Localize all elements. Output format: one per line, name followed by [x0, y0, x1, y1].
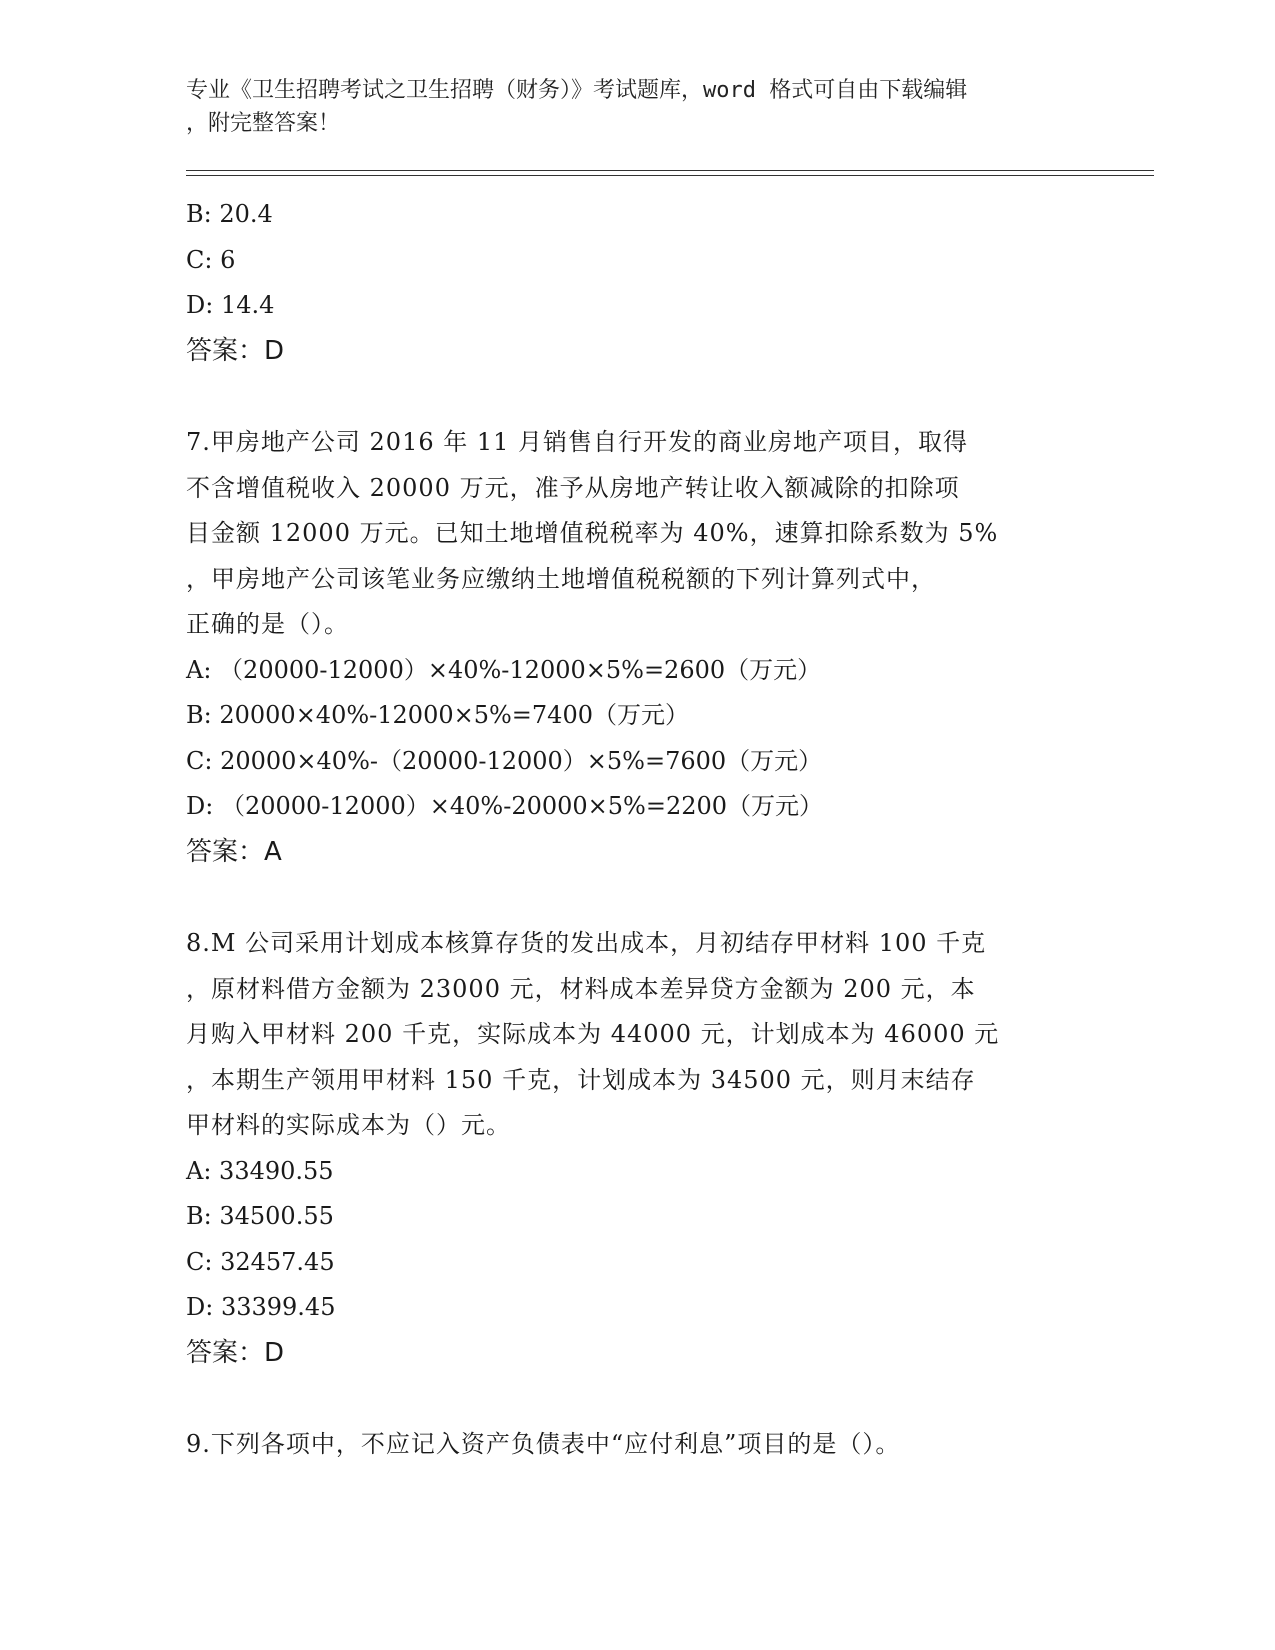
q7-stem-line-5: 正确的是（）。: [186, 610, 349, 638]
q6-option-c: C: 6: [186, 245, 236, 274]
q8-stem-line-1: 8.M 公司采用计划成本核算存货的发出成本，月初结存甲材料 100 千克: [186, 929, 987, 957]
question-9: [186, 1422, 1086, 1468]
q8-stem-line-4: ，本期生产领用甲材料 150 千克，计划成本为 34500 元，则月末结存: [186, 1065, 976, 1094]
q8-option-c: C: 32457.45: [186, 1247, 335, 1276]
q8-option-d: D: 33399.45: [186, 1293, 336, 1321]
q9-stem-line-1: 9.下列各项中，不应记入资产负债表中“应付利息”项目的是（）。: [186, 1430, 901, 1458]
q7-option-b: B: 20000×40%-12000×5%=7400（万元）: [186, 701, 689, 729]
q7-option-a: A: （20000-12000）×40%-12000×5%=2600（万元）: [186, 655, 822, 684]
q8-option-a: A: 33490.55: [186, 1156, 334, 1185]
q6-option-d: D: 14.4: [186, 291, 275, 319]
q7-option-d: D: （20000-12000）×40%-20000×5%=2200（万元）: [186, 792, 824, 820]
q7-stem-line-3: 目金额 12000 万元。已知土地增值税税率为 40%，速算扣除系数为 5%: [186, 519, 999, 547]
q8-stem-line-5: 甲材料的实际成本为（）元。: [186, 1111, 511, 1139]
q8-answer: 答案：D: [186, 1337, 285, 1368]
q7-stem-line-2: 不含增值税收入 20000 万元，准予从房地产转让收入额减除的扣除项: [186, 473, 960, 502]
q8-option-b: B: 34500.55: [186, 1202, 334, 1230]
question-7: [186, 420, 1086, 875]
q8-stem-line-3: 月购入甲材料 200 千克，实际成本为 44000 元，计划成本为 46000 元: [186, 1020, 1000, 1048]
q6-option-b: B: 20.4: [186, 200, 273, 228]
document-body: [186, 192, 1086, 1468]
header-rule-top: [186, 170, 1154, 171]
question-6-tail: [186, 192, 1086, 374]
q6-answer: 答案：D: [186, 335, 285, 366]
q7-stem-line-4: ，甲房地产公司该笔业务应缴纳土地增值税税额的下列计算列式中，: [186, 564, 936, 593]
q7-answer: 答案：A: [186, 836, 282, 867]
question-8: [186, 921, 1086, 1376]
q8-stem-line-2: ，原材料借方金额为 23000 元，材料成本差异贷方金额为 200 元，本: [186, 974, 976, 1003]
header-line-2: ，附完整答案！: [186, 111, 341, 136]
document-header: [186, 74, 1066, 140]
header-rule-bottom: [186, 175, 1154, 176]
header-line-1: 专业《卫生招聘考试之卫生招聘（财务）》考试题库，word 格式可自由下载编辑: [186, 78, 968, 103]
q7-option-c: C: 20000×40%-（20000-12000）×5%=7600（万元）: [186, 746, 823, 775]
q7-stem-line-1: 7.甲房地产公司 2016 年 11 月销售自行开发的商业房地产项目，取得: [186, 428, 969, 456]
